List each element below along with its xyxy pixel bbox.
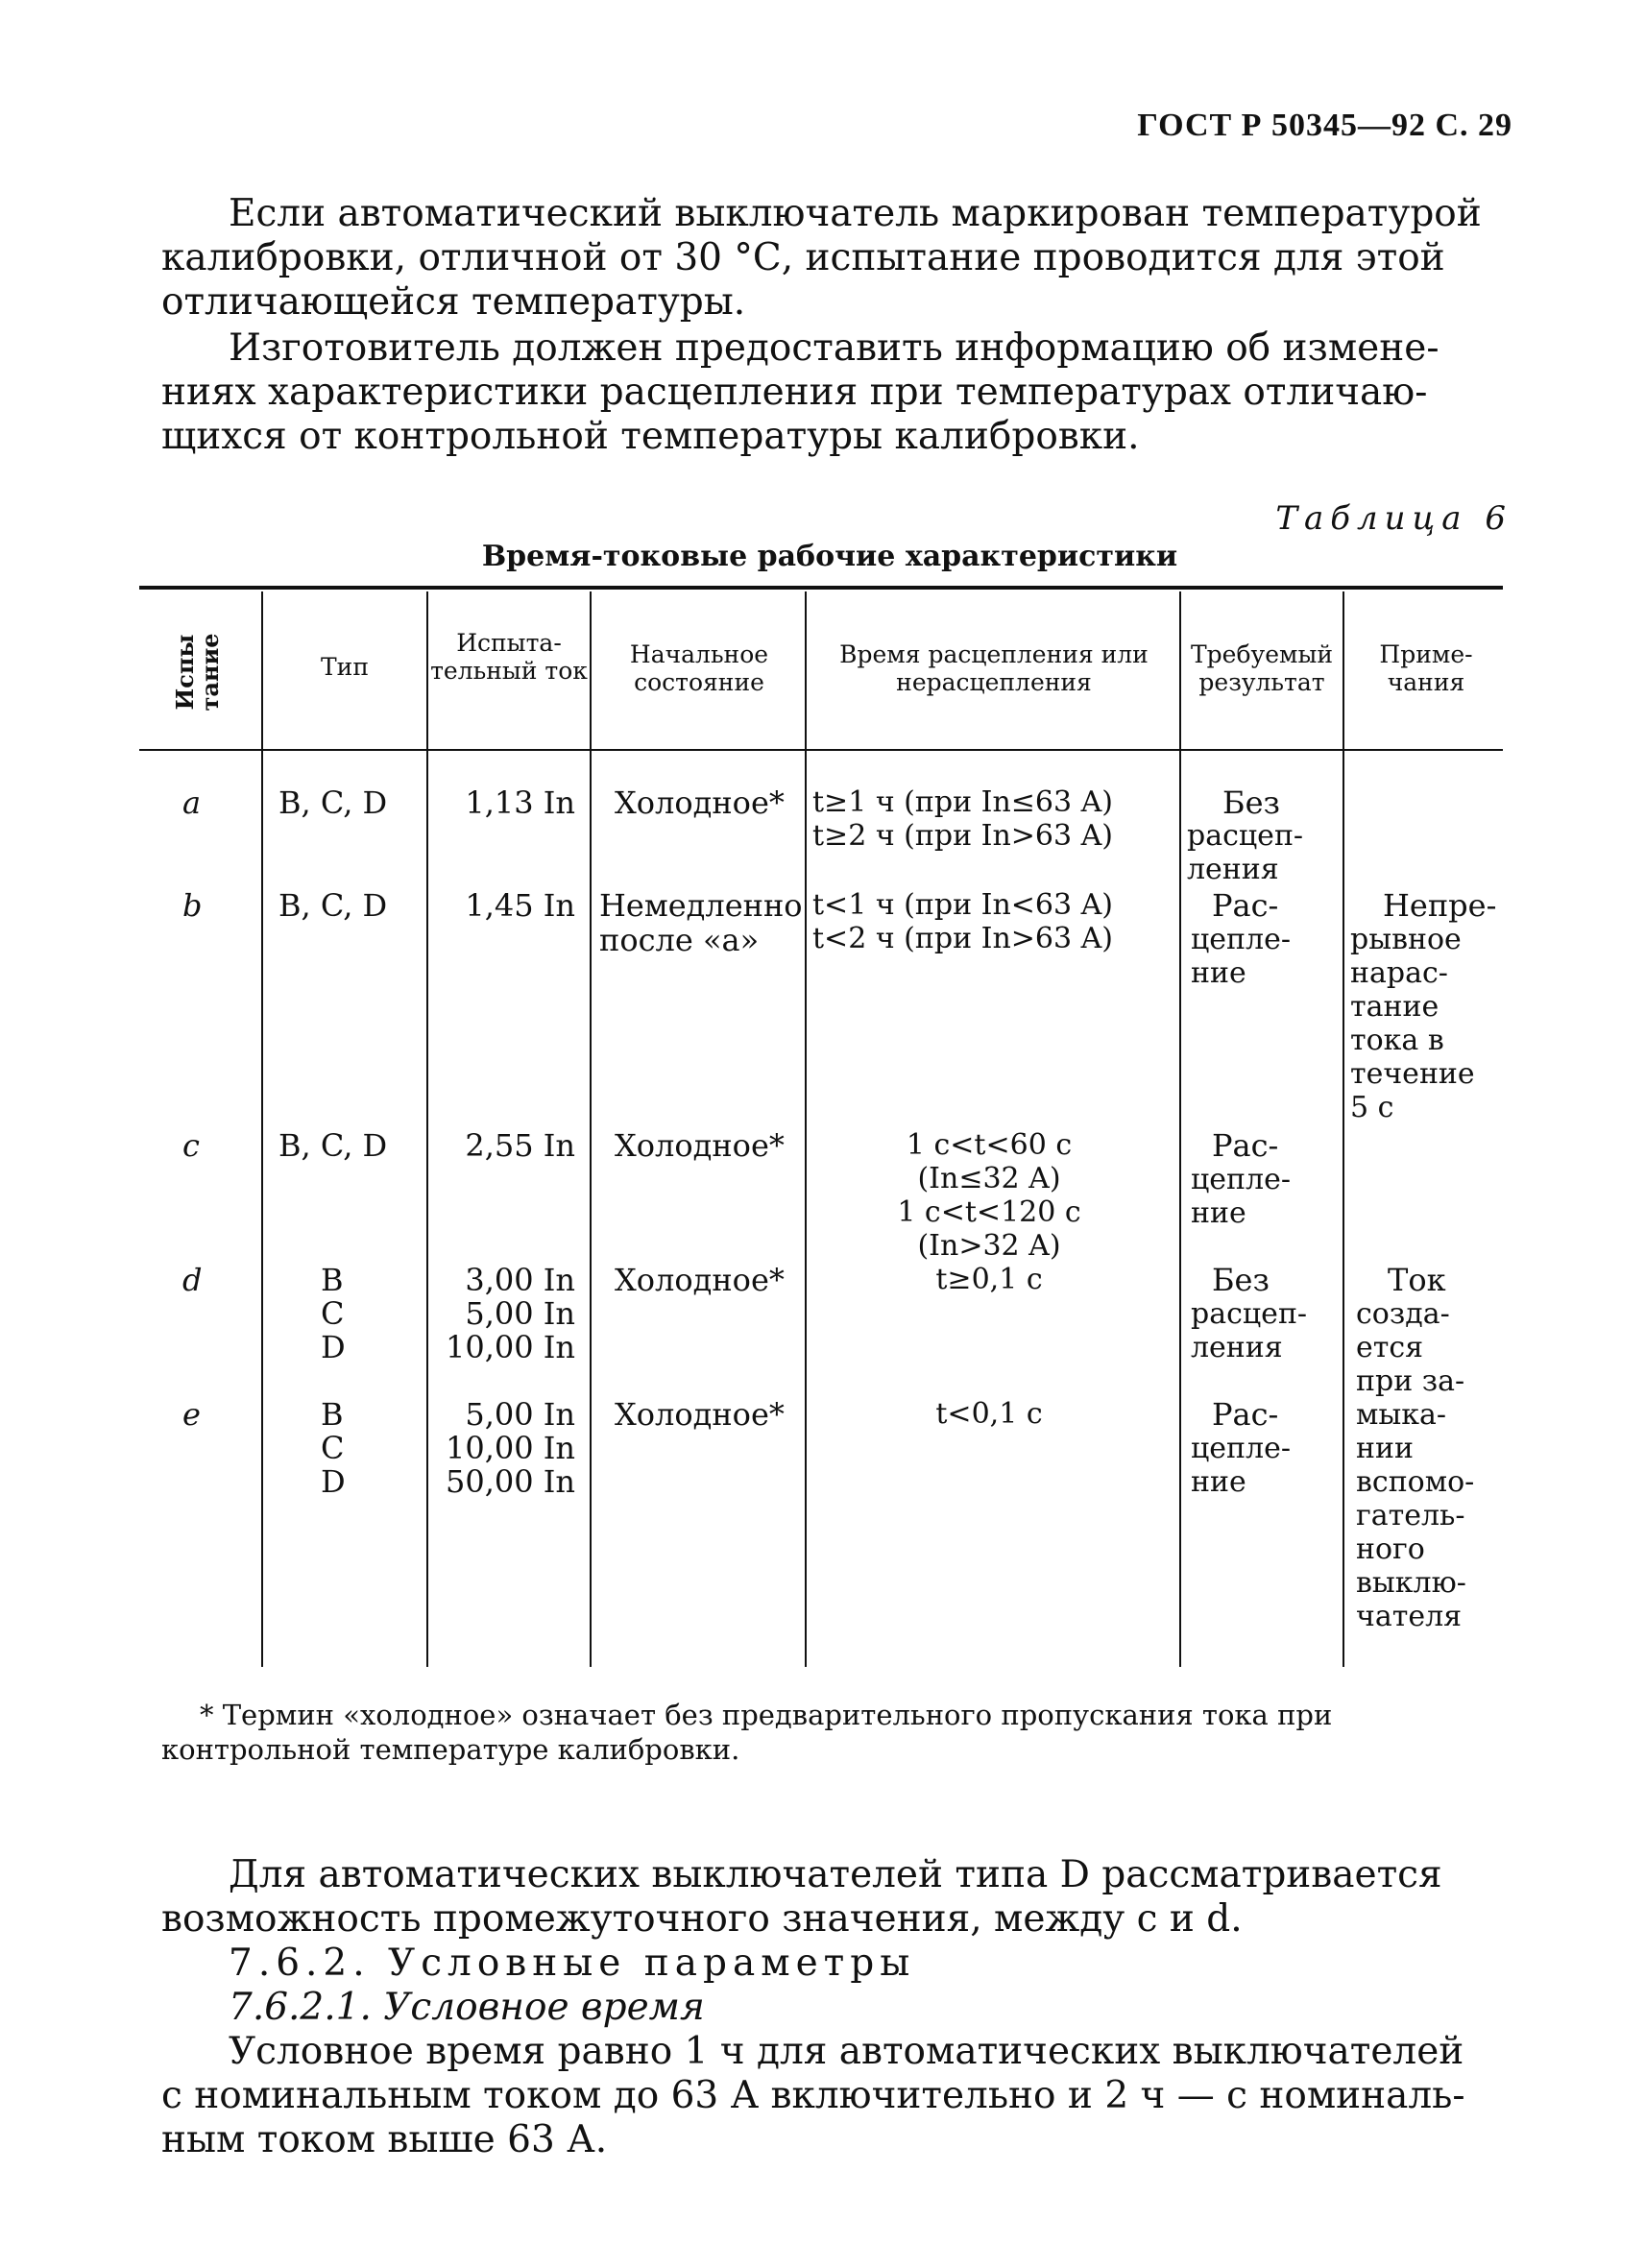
row-b-note-7: 5 с <box>1350 1091 1394 1124</box>
row-d-type-1: B <box>321 1262 344 1298</box>
table-footnote <box>161 1698 1517 1767</box>
text-line: Условное время равно 1 ч для автоматических выключателей <box>229 2030 1464 2073</box>
row-c-time-2: (In≤32 A) <box>917 1162 1061 1195</box>
row-d-note-1: Ток <box>1388 1262 1446 1298</box>
row-d-note-9: ного <box>1356 1532 1425 1566</box>
row-d-note-3: ется <box>1356 1331 1424 1364</box>
header-type: Тип <box>321 653 369 681</box>
row-d-note-5: мыка- <box>1356 1398 1446 1432</box>
row-d-note-11: чателя <box>1356 1600 1463 1633</box>
row-c-time-4: (In>32 A) <box>917 1229 1061 1263</box>
row-d-initial: Холодное* <box>615 1262 785 1298</box>
row-d-note-4: при за- <box>1356 1364 1465 1398</box>
row-a-result-3: ления <box>1187 853 1279 886</box>
text-line: ниях характеристики расцепления при температурах отличаю- <box>161 371 1428 414</box>
section-7-6-2-1 <box>161 1986 1515 2030</box>
section-heading: 7.6.2.1. Условное время <box>229 1986 705 2029</box>
row-e-initial: Холодное* <box>615 1396 785 1433</box>
row-c-result-1: Рас- <box>1212 1127 1279 1164</box>
row-b-note-6: течение <box>1350 1057 1475 1091</box>
row-c-result-2: цепле- <box>1191 1163 1291 1196</box>
row-a-time-2: t≥2 ч (при In>63 A) <box>812 819 1114 853</box>
row-b-result-3: ние <box>1191 956 1246 990</box>
text-line: щихся от контрольной температуры калибровки. <box>161 415 1140 458</box>
row-c-initial: Холодное* <box>615 1127 785 1164</box>
row-d-current-2: 5,00 In <box>465 1295 575 1332</box>
header-time: Время расцепления или нерасцепления <box>839 640 1149 696</box>
row-e-time: t<0,1 с <box>935 1397 1043 1431</box>
row-b-note-2: рывное <box>1350 923 1462 956</box>
header-initial: Начальное состояние <box>629 640 769 696</box>
text-line: Изготовитель должен предоставить информацию об измене- <box>229 326 1439 370</box>
row-e-type-2: C <box>321 1430 345 1466</box>
text-line: отличающейся температуры. <box>161 280 746 324</box>
row-c-type: B, C, D <box>278 1127 388 1164</box>
row-a-test: a <box>182 784 202 821</box>
row-d-current-3: 10,00 In <box>445 1329 575 1365</box>
row-b-initial-2: после «а» <box>599 922 760 958</box>
row-a-current: 1,13 In <box>465 784 575 821</box>
row-b-time-2: t<2 ч (при In>63 A) <box>812 922 1114 955</box>
row-c-result-3: ние <box>1191 1196 1246 1230</box>
row-c-time-1: 1 с<t<60 с <box>906 1128 1073 1162</box>
row-b-result-1: Рас- <box>1212 887 1279 924</box>
row-b-note-1: Непре- <box>1383 887 1497 924</box>
row-d-note-2: созда- <box>1356 1297 1450 1331</box>
column-divider <box>590 591 592 1667</box>
row-d-note-7: вспомо- <box>1356 1465 1475 1499</box>
row-e-current-3: 50,00 In <box>445 1463 575 1500</box>
row-e-result-3: ние <box>1191 1465 1246 1499</box>
row-d-test: d <box>182 1262 203 1298</box>
footnote-line: * Термин «холодное» означает без предварительного пропускания тока при <box>200 1699 1333 1731</box>
row-d-note-8: гатель- <box>1356 1499 1465 1532</box>
column-divider <box>261 591 263 1667</box>
row-b-type: B, C, D <box>278 887 388 924</box>
row-b-test: b <box>182 887 203 924</box>
row-b-note-5: тока в <box>1350 1024 1444 1057</box>
text-line: с номинальным током до 63 А включительно и 2 ч — с номиналь- <box>161 2074 1465 2117</box>
table-title: Время-токовые рабочие характеристики <box>481 540 1178 573</box>
row-a-initial: Холодное* <box>615 784 785 821</box>
header-test: Испы тание <box>171 633 224 712</box>
row-a-time-1: t≥1 ч (при In≤63 A) <box>812 785 1114 819</box>
row-e-current-2: 10,00 In <box>445 1430 575 1466</box>
intro-paragraph-1 <box>161 192 1515 325</box>
row-d-result-1: Без <box>1212 1262 1270 1298</box>
row-d-current-1: 3,00 In <box>465 1262 575 1298</box>
column-divider <box>1343 591 1344 1667</box>
row-d-result-3: ления <box>1191 1331 1283 1364</box>
row-b-initial-1: Немедленно <box>599 887 803 924</box>
intro-paragraph-2 <box>161 326 1515 459</box>
running-title: ГОСТ Р 50345—92 С. 29 <box>1137 108 1512 143</box>
row-a-type: B, C, D <box>278 784 388 821</box>
column-divider <box>1179 591 1181 1667</box>
row-c-test: c <box>182 1127 200 1164</box>
row-b-current: 1,45 In <box>465 887 575 924</box>
row-e-result-2: цепле- <box>1191 1432 1291 1465</box>
row-e-current-1: 5,00 In <box>465 1396 575 1433</box>
row-a-result-1: Без <box>1222 784 1280 821</box>
row-c-time-3: 1 с<t<120 с <box>897 1195 1081 1229</box>
section-heading: 7.6.2. Условные параметры <box>229 1942 916 1985</box>
header-result: Требуемый результат <box>1190 640 1334 696</box>
header-notes: Приме-чания <box>1379 640 1473 696</box>
row-e-result-1: Рас- <box>1212 1396 1279 1433</box>
row-e-type-3: D <box>321 1463 346 1500</box>
table-top-rule <box>139 586 1503 590</box>
row-a-result-2: расцеп- <box>1187 819 1304 853</box>
row-c-current: 2,55 In <box>465 1127 575 1164</box>
row-d-note-10: выклю- <box>1356 1566 1466 1600</box>
row-b-time-1: t<1 ч (при In<63 A) <box>812 888 1114 922</box>
text-line: возможность промежуточного значения, между с и d. <box>161 1897 1243 1941</box>
row-b-result-2: цепле- <box>1191 923 1291 956</box>
text-line: Если автоматический выключатель маркирован температурой <box>229 192 1482 235</box>
row-b-note-3: нарас- <box>1350 956 1448 990</box>
table-number: Таблица 6 <box>1275 499 1512 538</box>
text-line: калибровки, отличной от 30 °С, испытание проводится для этой <box>161 236 1445 279</box>
outro-paragraph-4 <box>161 2030 1515 2162</box>
text-line: ным током выше 63 А. <box>161 2118 608 2161</box>
row-b-note-4: тание <box>1350 990 1439 1024</box>
row-d-time: t≥0,1 с <box>935 1263 1043 1296</box>
footnote-line: контрольной температуре калибровки. <box>161 1733 740 1766</box>
header-current: Испыта-тельный ток <box>430 629 588 685</box>
outro-paragraph-3 <box>161 1853 1515 1942</box>
section-7-6-2 <box>161 1942 1515 1986</box>
row-d-type-2: C <box>321 1295 345 1332</box>
row-e-type-1: B <box>321 1396 344 1433</box>
row-d-note-6: нии <box>1356 1432 1414 1465</box>
text-line: Для автоматических выключателей типа D рассматривается <box>229 1853 1442 1896</box>
table-header-rule <box>139 749 1503 751</box>
row-d-result-2: расцеп- <box>1191 1297 1308 1331</box>
row-d-type-3: D <box>321 1329 346 1365</box>
row-e-test: e <box>182 1396 201 1433</box>
